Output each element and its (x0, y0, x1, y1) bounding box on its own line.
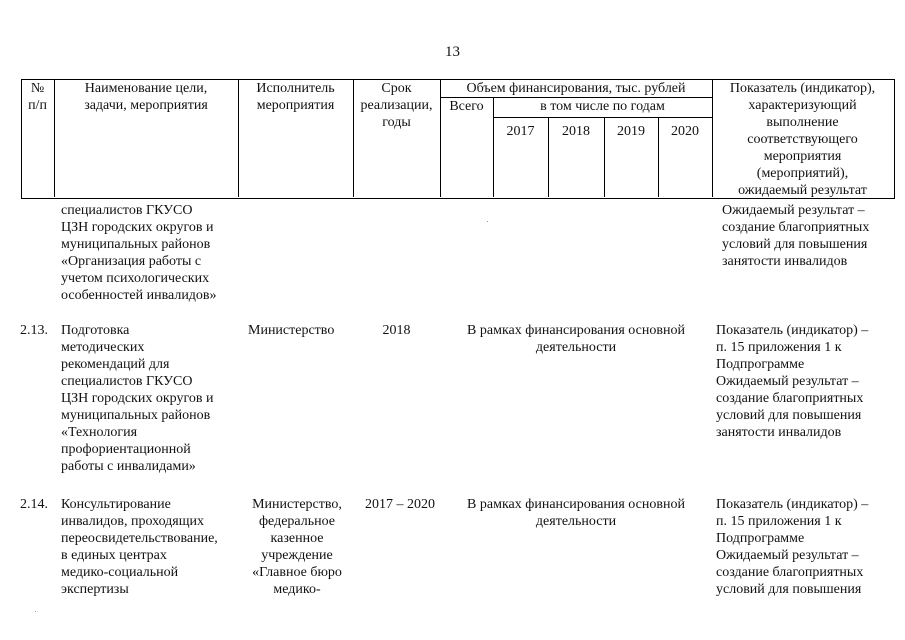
header-year: 2017 (506, 124, 535, 139)
row-executor: Министерство, федеральное казенное учреждение «Главное бюро медико- (252, 497, 342, 597)
header-year: 2019 (617, 124, 645, 139)
header-indicator: Показатель (индикатор), характеризующий выполнение соответствующего мероприятия (мероприятий), ожидаемый результат (729, 81, 876, 198)
row-term: 2017 – 2020 (365, 497, 435, 512)
row-name: Подготовка методических рекомендаций для специалистов ГКУСО ЦЗН городских округов и муниципальных районов «Технология профориентационной работы с инвалидами» (61, 323, 214, 474)
row-name: Консультирование инвалидов, проходящих переосвидетельствование, в единых центрах медико-социальной экспертизы (61, 497, 218, 597)
header-total: Всего (449, 99, 484, 114)
header-funding: Объем финансирования, тыс. рублей (466, 81, 686, 96)
row-indicator: Показатель (индикатор) – п. 15 приложения 1 к Подпрограмме Ожидаемый результат – создание благоприятных условий для повышения (716, 497, 869, 597)
header-year: 2018 (562, 124, 590, 139)
row-name: специалистов ГКУСО ЦЗН городских округов и муниципальных районов «Организация работы с учетом психологических особенностей инвалидов» (61, 203, 217, 303)
row-num: 2.13. (20, 323, 48, 338)
row-funding: В рамках финансирования основной деятельности (467, 497, 685, 529)
row-num: 2.14. (20, 497, 48, 512)
header-year: 2020 (671, 124, 699, 139)
row-indicator: Показатель (индикатор) – п. 15 приложения 1 к Подпрограмме Ожидаемый результат – создание благоприятных условий для повышения занятости инвалидов (716, 323, 869, 440)
header-term: Срок реализации, годы (360, 81, 433, 130)
row-term: 2018 (382, 323, 411, 338)
row-funding: В рамках финансирования основной деятельности (467, 323, 685, 355)
header-executor: Исполнитель мероприятия (256, 81, 335, 113)
row-executor: Министерство (248, 323, 335, 338)
header-name: Наименование цели, задачи, мероприятия (84, 81, 208, 113)
divider (493, 117, 712, 118)
header-by-years: в том числе по годам (540, 99, 665, 114)
scan-speck (487, 221, 488, 222)
scan-speck (35, 611, 36, 612)
header-num: № п/п (28, 81, 47, 113)
row-indicator: Ожидаемый результат – создание благоприятных условий для повышения занятости инвалидов (722, 203, 870, 269)
page-number: 13 (445, 44, 460, 60)
